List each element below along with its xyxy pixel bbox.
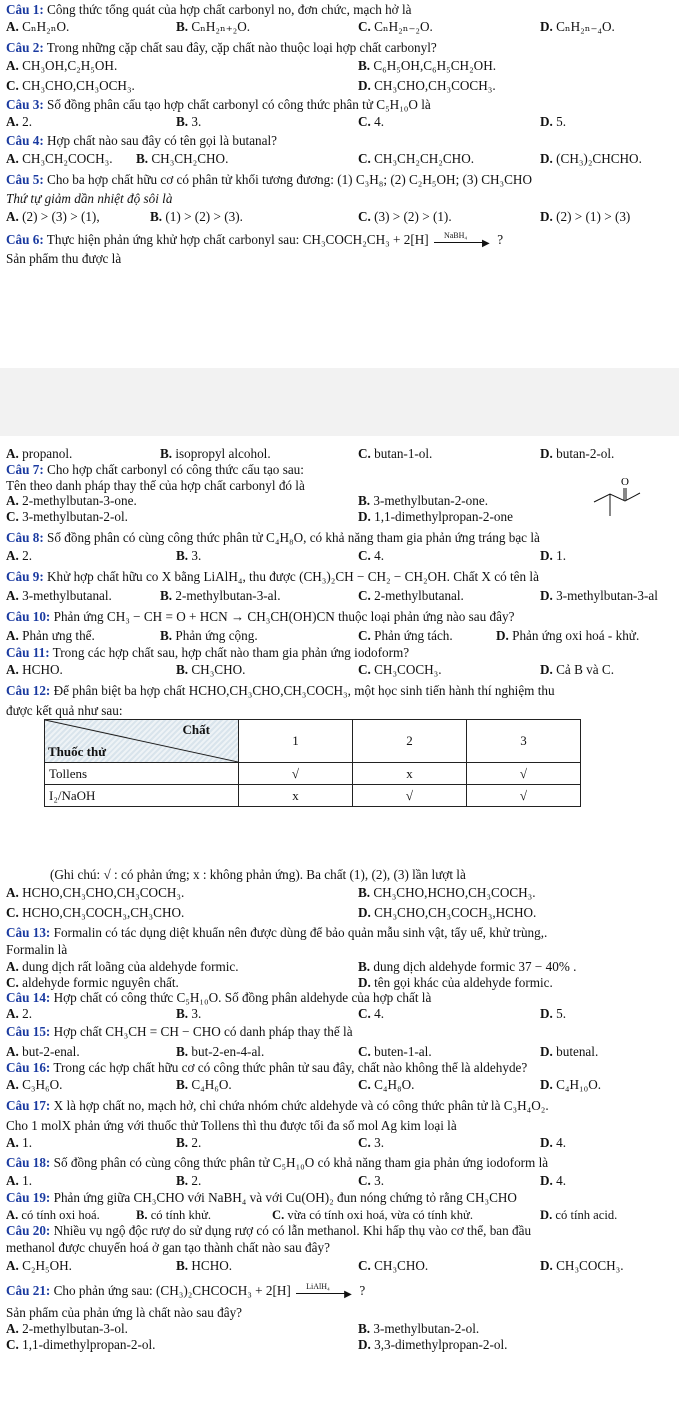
q18-option-d[interactable]: D. 4. — [540, 1173, 567, 1188]
q14-option-b[interactable]: B. 3. — [176, 1006, 202, 1021]
question-7: Câu 7: Cho hợp chất carbonyl có công thức cấu tạo sau: — [6, 462, 304, 477]
q7-option-c[interactable]: C. 3-methylbutan-2-ol. — [6, 509, 128, 524]
q1-option-a[interactable]: A. CₙH₂ₙO. — [6, 19, 70, 34]
q15-option-b[interactable]: B. but-2-en-4-al. — [176, 1044, 265, 1059]
question-10: Câu 10: Phản ứng CH₃ − CH = O + HCN → CH₃CH(OH)CN thuộc loại phản ứng nào sau đây? — [6, 609, 515, 624]
q4-option-b[interactable]: B. CH₃CH₂CHO. — [136, 151, 229, 166]
q6-option-a[interactable]: A. propanol. — [6, 446, 73, 461]
q8-option-b[interactable]: B. 3. — [176, 548, 202, 563]
q4-option-d[interactable]: D. (CH₃)₂CHCHO. — [540, 151, 642, 166]
question-17-sub: Cho 1 molX phản ứng với thuốc thử Tollens thì thu được tối đa số mol Ag kim loại là — [6, 1118, 457, 1133]
question-8: Câu 8: Số đồng phân có cùng công thức phân tử C₄H₈O, có khả năng tham gia phản ứng tráng bạc là — [6, 530, 540, 545]
q18-option-a[interactable]: A. 1. — [6, 1173, 33, 1188]
q19-option-d[interactable]: D. có tính acid. — [540, 1208, 618, 1222]
q18-option-c[interactable]: C. 3. — [358, 1173, 385, 1188]
question-5-sub: Thứ tự giảm dần nhiệt độ sôi là — [6, 191, 173, 206]
reaction-arrow: LiAlH₄ ▶ — [294, 1285, 356, 1299]
q21-option-b[interactable]: B. 3-methylbutan-2-ol. — [358, 1321, 480, 1336]
q11-option-c[interactable]: C. CH₃COCH₃. — [358, 662, 442, 677]
q10-option-a[interactable]: A. Phản ưng thế. — [6, 628, 95, 643]
row-label: Tollens — [45, 763, 239, 785]
q12-option-c[interactable]: C. HCHO,CH₃COCH₃,CH₃CHO. — [6, 905, 185, 920]
q7-option-a[interactable]: A. 2-methylbutan-3-one. — [6, 493, 137, 508]
table-cell: √ — [239, 763, 353, 785]
table-row — [45, 763, 581, 785]
q7-option-b[interactable]: B. 3-methylbutan-2-one. — [358, 493, 489, 508]
q10-option-c[interactable]: C. Phản ứng tách. — [358, 628, 453, 643]
col-header-1: 1 — [239, 720, 353, 763]
q17-option-b[interactable]: B. 2. — [176, 1135, 202, 1150]
q3-option-c[interactable]: C. 4. — [358, 114, 385, 129]
q8-option-c[interactable]: C. 4. — [358, 548, 385, 563]
q21-option-c[interactable]: C. 1,1-dimethylpropan-2-ol. — [6, 1337, 156, 1352]
question-18: Câu 18: Số đồng phân có cùng công thức phân tử C₅H₁₀O có khả năng tham gia phản ứng iodoform là — [6, 1155, 549, 1170]
question-9: Câu 9: Khử hợp chất hữu co X bằng LiAlH₄, thu được (CH₃)₂CH − CH₂ − CH₂OH. Chất X có tên là — [6, 569, 539, 584]
q9-option-d[interactable]: D. 3-methylbutan-3-al — [540, 588, 658, 603]
question-3: Câu 3: Số đồng phân cấu tạo hợp chất carbonyl có công thức phân tử C₅H₁₀O là — [6, 97, 431, 112]
q16-option-a[interactable]: A. C₃H₆O. — [6, 1077, 63, 1092]
q9-option-a[interactable]: A. 3-methylbutanal. — [6, 588, 112, 603]
q3-option-a[interactable]: A. 2. — [6, 114, 33, 129]
q16-option-d[interactable]: D. C₄H₁₀O. — [540, 1077, 602, 1092]
question-15: Câu 15: Hợp chất CH₃CH = CH − CHO có danh pháp thay thế là — [6, 1024, 353, 1039]
question-5: Câu 5: Cho ba hợp chất hữu cơ có phân tử khối tương đương: (1) C₃H₈; (2) C₂H₅OH; (3) CH₃CHO — [6, 172, 532, 187]
q12-option-b[interactable]: B. CH₃CHO,HCHO,CH₃COCH₃. — [358, 885, 536, 900]
q21-option-a[interactable]: A. 2-methylbutan-3-ol. — [6, 1321, 128, 1336]
q8-option-a[interactable]: A. 2. — [6, 548, 33, 563]
q5-option-d[interactable]: D. (2) > (1) > (3) — [540, 209, 631, 224]
result-table — [44, 719, 581, 807]
table-cell: √ — [467, 785, 581, 807]
question-12-sub: được kết quả như sau: — [6, 703, 123, 718]
q11-option-d[interactable]: D. Cả B và C. — [540, 662, 615, 677]
q5-option-c[interactable]: C. (3) > (2) > (1). — [358, 209, 452, 224]
page-gap — [0, 368, 679, 436]
question-16: Câu 16: Trong các hợp chất hữu cơ có công thức phân tử sau đây, chất nào không thể là aldehyde? — [6, 1060, 528, 1075]
question-13-sub: Formalin là — [6, 942, 68, 957]
q17-option-c[interactable]: C. 3. — [358, 1135, 385, 1150]
q21-option-d[interactable]: D. 3,3-dimethylpropan-2-ol. — [358, 1337, 508, 1352]
question-7-sub: Tên theo danh pháp thay thế của hợp chất carbonyl đó là — [6, 478, 305, 493]
question-19: Câu 19: Phản ứng giữa CH₃CHO với NaBH₄ và với Cu(OH)₂ đun nóng chứng tỏ rằng CH₃CHO — [6, 1190, 517, 1205]
q19-option-c[interactable]: C. vừa có tính oxi hoá, vừa có tính khử. — [272, 1208, 473, 1222]
svg-text:O: O — [621, 476, 629, 488]
q19-option-b[interactable]: B. có tính khử. — [136, 1208, 212, 1222]
question-6-sub: Sản phẩm thu được là — [6, 251, 122, 266]
q19-option-a[interactable]: A. có tính oxi hoá. — [6, 1208, 100, 1222]
q9-option-b[interactable]: B. 2-methylbutan-3-al. — [160, 588, 281, 603]
q3-option-d[interactable]: D. 5. — [540, 114, 567, 129]
q12-option-d[interactable]: D. CH₃CHO,CH₃COCH₃,HCHO. — [358, 905, 537, 920]
q1-option-b[interactable]: B. CₙH₂ₙ₊₂O. — [176, 19, 251, 34]
q13-option-c[interactable]: C. aldehyde formic nguyên chất. — [6, 975, 179, 990]
q8-option-d[interactable]: D. 1. — [540, 548, 567, 563]
q4-option-a[interactable]: A. CH₃CH₂COCH₃. — [6, 151, 113, 166]
q13-option-b[interactable]: B. dung dịch aldehyde formic 37 − 40% . — [358, 959, 577, 974]
table-cell: x — [239, 785, 353, 807]
q10-option-d[interactable]: D. Phản ứng oxi hoá - khử. — [496, 628, 640, 643]
q16-option-b[interactable]: B. C₄H₆O. — [176, 1077, 232, 1092]
q16-option-c[interactable]: C. C₄H₈O. — [358, 1077, 415, 1092]
q20-option-b[interactable]: B. HCHO. — [176, 1258, 233, 1273]
table-cell: √ — [467, 763, 581, 785]
q15-option-a[interactable]: A. but-2-enal. — [6, 1044, 80, 1059]
q2-option-b[interactable]: B. C₆H₅OH,C₆H₅CH₂OH. — [358, 58, 497, 73]
q20-option-c[interactable]: C. CH₃CHO. — [358, 1258, 429, 1273]
q14-option-a[interactable]: A. 2. — [6, 1006, 33, 1021]
question-6: Câu 6: Thực hiện phản ứng khử hợp chất carbonyl sau: CH₃COCH₂CH₃ + 2[H] NaBH₄ ▶ ? — [6, 230, 504, 249]
question-20: Câu 20: Nhiều vụ ngộ độc rượ do sử dụng rượ có có lẫn methanol. Khi hấp thụ vào cơ thể, ban đầu — [6, 1223, 532, 1238]
q13-option-a[interactable]: A. dung dịch rất loãng của aldehyde formic. — [6, 959, 239, 974]
table-cell: x — [353, 763, 467, 785]
table-row — [45, 785, 581, 807]
q5-option-b[interactable]: B. (1) > (2) > (3). — [150, 209, 243, 224]
table-cell: √ — [353, 785, 467, 807]
question-14: Câu 14: Hợp chất có công thức C₅H₁₀O. Số đồng phân aldehyde của hợp chất là — [6, 990, 432, 1005]
q15-option-c[interactable]: C. buten-1-al. — [358, 1044, 432, 1059]
q20-option-a[interactable]: A. C₂H₅OH. — [6, 1258, 72, 1273]
q7-option-d[interactable]: D. 1,1-dimethylpropan-2-one — [358, 509, 513, 524]
question-21: Câu 21: Cho phản ứng sau: (CH₃)₂CHCOCH₃ + 2[H] LiAlH₄ ▶ ? — [6, 1281, 366, 1300]
q9-option-c[interactable]: C. 2-methylbutanal. — [358, 588, 464, 603]
q20-option-d[interactable]: D. CH₃COCH₃. — [540, 1258, 624, 1273]
row-label: I₂/NaOH — [45, 785, 239, 807]
q6-option-b[interactable]: B. isopropyl alcohol. — [160, 446, 271, 461]
q18-option-b[interactable]: B. 2. — [176, 1173, 202, 1188]
table-corner: Chất Thuốc thử — [45, 720, 239, 763]
q6-option-c[interactable]: C. butan-1-ol. — [358, 446, 433, 461]
q14-option-d[interactable]: D. 5. — [540, 1006, 567, 1021]
col-header-3: 3 — [467, 720, 581, 763]
skeletal-formula — [590, 474, 646, 522]
q1-option-c[interactable]: C. CₙH₂ₙ₋₂O. — [358, 19, 433, 34]
question-13: Câu 13: Formalin có tác dụng diệt khuẩn nên được dùng để bảo quản mẫu sinh vật, tẩy uế, khử trùng,. — [6, 925, 548, 940]
question-17: Câu 17: X là hợp chất no, mạch hở, chỉ chứa nhóm chức aldehyde và có công thức phân tử là C₃H₄O₂. — [6, 1098, 549, 1113]
q10-option-b[interactable]: B. Phản ứng cộng. — [160, 628, 258, 643]
table-note: (Ghi chú: √ : có phản ứng; x : không phản ứng). Ba chất (1), (2), (3) lần lượt là — [50, 867, 466, 882]
q2-option-a[interactable]: A. CH₃OH,C₂H₅OH. — [6, 58, 118, 73]
question-21-sub: Sản phẩm của phản ứng là chất nào sau đây? — [6, 1305, 243, 1320]
q17-option-a[interactable]: A. 1. — [6, 1135, 33, 1150]
q11-option-b[interactable]: B. CH₃CHO. — [176, 662, 246, 677]
q2-option-c[interactable]: C. CH₃CHO,CH₃OCH₃. — [6, 78, 135, 93]
q2-option-d[interactable]: D. CH₃CHO,CH₃COCH₃. — [358, 78, 496, 93]
reaction-arrow: NaBH₄ ▶ — [432, 234, 494, 248]
col-header-2: 2 — [353, 720, 467, 763]
q15-option-d[interactable]: D. butenal. — [540, 1044, 599, 1059]
question-4: Câu 4: Hợp chất nào sau đây có tên gọi là butanal? — [6, 133, 278, 148]
q6-option-d[interactable]: D. butan-2-ol. — [540, 446, 615, 461]
q4-option-c[interactable]: C. CH₃CH₂CH₂CHO. — [358, 151, 475, 166]
question-12: Câu 12: Để phân biệt ba hợp chất HCHO,CH₃CHO,CH₃COCH₃, một học sinh tiến hành thí nghiệm thu — [6, 683, 555, 698]
q11-option-a[interactable]: A. HCHO. — [6, 662, 63, 677]
q12-option-a[interactable]: A. HCHO,CH₃CHO,CH₃COCH₃. — [6, 885, 185, 900]
q1-option-d[interactable]: D. CₙH₂ₙ₋₄O. — [540, 19, 615, 34]
q5-option-a[interactable]: A. (2) > (3) > (1), — [6, 209, 100, 224]
question-1: Câu 1: Công thức tổng quát của hợp chất carbonyl no, đơn chức, mạch hở là — [6, 2, 412, 17]
q3-option-b[interactable]: B. 3. — [176, 114, 202, 129]
question-11: Câu 11: Trong các hợp chất sau, hợp chất nào tham gia phản ứng iodoform? — [6, 645, 410, 660]
q17-option-d[interactable]: D. 4. — [540, 1135, 567, 1150]
question-20-sub: methanol được chuyển hoá ở gan tạo thành chất nào sau đây? — [6, 1240, 330, 1255]
question-2: Câu 2: Trong những cặp chất sau đây, cặp chất nào thuộc loại hợp chất carbonyl? — [6, 40, 437, 55]
q13-option-d[interactable]: D. tên gọi khác của aldehyde formic. — [358, 975, 553, 990]
q14-option-c[interactable]: C. 4. — [358, 1006, 385, 1021]
